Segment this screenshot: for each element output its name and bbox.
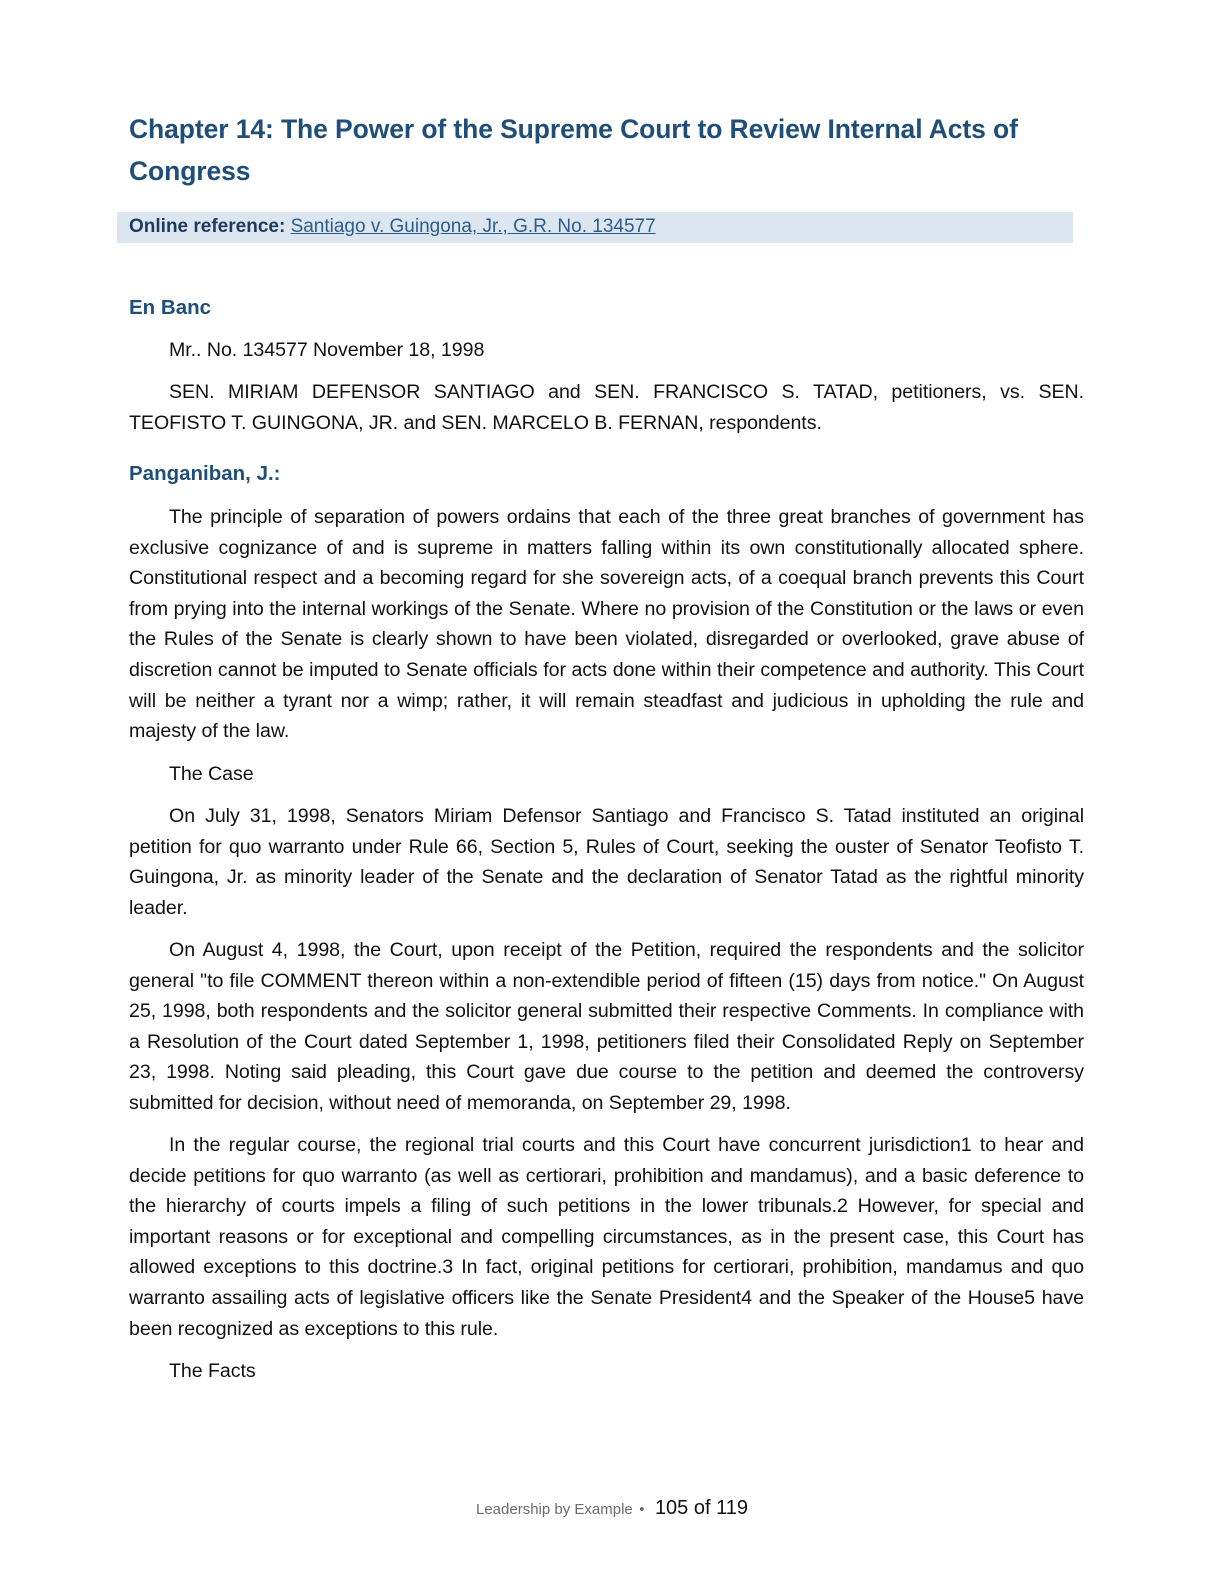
the-facts-label: The Facts	[169, 1360, 256, 1382]
footer-book-title: Leadership by Example	[476, 1501, 633, 1518]
online-reference-link[interactable]: Santiago v. Guingona, Jr., G.R. No. 134577	[290, 216, 656, 237]
the-case-label: The Case	[169, 763, 254, 785]
case-paragraph-3: In the regular course, the regional trial courts and this Court have concurrent jurisdiction1 to hear and decide petitions for quo warranto (as well as certiorari, prohibition and mandamus), and a basic deference to the hierarchy of courts impels a filing of such petitions in the lower tribunals.2 However, for special and important reasons or for exceptional and compelling circumstances, as in the present case, this Court has allowed exceptions to this doctrine.3 In fact, original petitions for certiorari, prohibition, mandamus and quo warranto assailing acts of legislative officers like the Senate President4 and the Speaker of the House5 have been recognized as exceptions to this rule.	[129, 1134, 1084, 1340]
page-footer	[0, 1497, 1224, 1520]
footer-separator: •	[639, 1501, 645, 1518]
chapter-title: Chapter 14: The Power of the Supreme Court to Review Internal Acts of Congress	[129, 114, 1018, 186]
footer-page-indicator: 105 of 119	[654, 1497, 748, 1519]
case-parties: SEN. MIRIAM DEFENSOR SANTIAGO and SEN. FRANCISCO S. TATAD, petitioners, vs. SEN. TEOFISTO T. GUINGONA, JR. and SEN. MARCELO B. FERNAN, respondents.	[129, 381, 1084, 434]
ponente-heading: Panganiban, J.:	[129, 462, 281, 485]
case-number: Mr.. No. 134577 November 18, 1998	[169, 339, 485, 361]
document-page	[129, 108, 1084, 1382]
intro-paragraph: The principle of separation of powers ordains that each of the three great branches of government has exclusive cognizance of and is supreme in matters falling within its own constitutionally allocated sphere. Constitutional respect and a becoming regard for she sovereign acts, of a coequal branch prevents this Court from prying into the internal workings of the Senate. Where no provision of the Constitution or the laws or even the Rules of the Senate is clearly shown to have been violated, disregarded or overlooked, grave abuse of discretion cannot be imputed to Senate officials for acts done within their competence and authority. This Court will be neither a tyrant nor a wimp; rather, it will remain steadfast and judicious in upholding the rule and majesty of the law.	[129, 506, 1084, 743]
online-reference-bar	[117, 212, 1073, 243]
court-heading: En Banc	[129, 296, 212, 319]
case-paragraph-1: On July 31, 1998, Senators Miriam Defensor Santiago and Francisco S. Tatad instituted an original petition for quo warranto under Rule 66, Section 5, Rules of Court, seeking the ouster of Senator Teofisto T. Guingona, Jr. as minority leader of the Senate and the declaration of Senator Tatad as the rightful minority leader.	[129, 805, 1084, 919]
online-reference-label: Online reference:	[129, 216, 286, 237]
case-paragraph-2: On August 4, 1998, the Court, upon receipt of the Petition, required the respondents and the solicitor general "to file COMMENT thereon within a non-extendible period of fifteen (15) days from notice." On August 25, 1998, both respondents and the solicitor general submitted their respective Comments. In compliance with a Resolution of the Court dated September 1, 1998, petitioners filed their Consolidated Reply on September 23, 1998. Noting said pleading, this Court gave due course to the petition and deemed the controversy submitted for decision, without need of memoranda, on September 29, 1998.	[129, 939, 1084, 1114]
